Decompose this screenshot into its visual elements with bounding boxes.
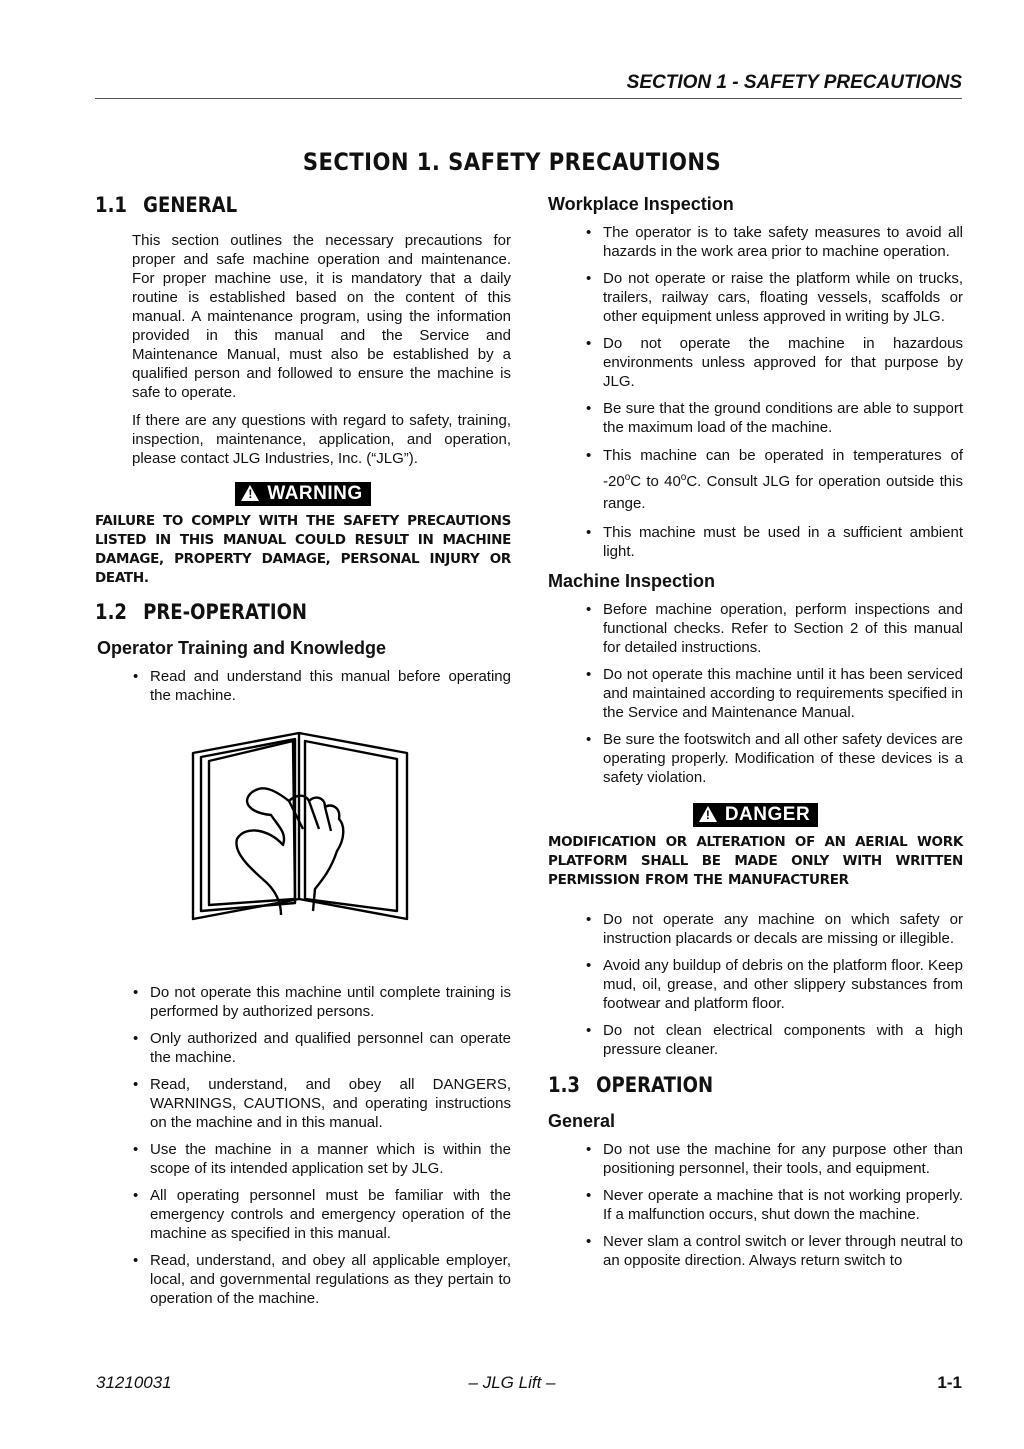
warning-triangle-icon: ! (241, 485, 259, 501)
degree-sup: o (624, 472, 631, 483)
danger-text: MODIFICATION OR ALTERATION OF AN AERIAL WORK PLATFORM SHALL BE MADE ONLY WITH WRITTEN PERMISSION FROM THE MANUFACTURER (548, 834, 963, 888)
list-item: • Use the machine in a manner which is within the scope of its intended application set by JLG. (150, 1140, 511, 1178)
list-item: • All operating personnel must be familiar with the emergency controls and emergency operation of the machine as specified in this manual. (150, 1186, 511, 1243)
section-heading-pre-operation (95, 600, 453, 624)
section-title: GENERAL (143, 193, 238, 217)
page-title: SECTION 1. SAFETY PRECAUTIONS (302, 148, 722, 176)
section-heading-general (95, 193, 453, 217)
danger-badge-wrap (548, 803, 963, 827)
workplace-heading: Workplace Inspection (548, 194, 734, 214)
section-heading-operation (548, 1073, 905, 1097)
list-item: • This machine must be used in a sufficient ambient light. (603, 523, 963, 561)
header-rule (95, 98, 962, 99)
workplace-list (548, 223, 963, 561)
list-item: • Do not operate the machine in hazardous environments unless approved for that purpose by JLG. (603, 334, 963, 391)
running-header: SECTION 1 - SAFETY PRECAUTIONS (626, 72, 962, 93)
general-paragraph-1: This section outlines the necessary precautions for proper and safe machine operation and maintenance. For proper machine use, it is mandatory that a daily routine is established based on the content of this manual. A maintenance program, using the information provided in this manual and the Service and Maintenance Manual, must also be established by a qualified person and followed to ensure the machine is safe to operate. (132, 232, 511, 401)
warning-badge (235, 482, 370, 506)
list-item: • Do not operate this machine until complete training is performed by authorized persons. (150, 983, 511, 1021)
temperature-text-post: C. Consult JLG for operation outside this range. (603, 473, 963, 512)
warning-triangle-icon: ! (699, 806, 717, 822)
degree-sup: o (680, 472, 687, 483)
list-item: • Do not use the machine for any purpose other than positioning personnel, their tools, and equipment. (603, 1140, 963, 1178)
machine-inspection-heading: Machine Inspection (548, 571, 716, 591)
general-paragraph-2: If there are any questions with regard to safety, training, inspection, maintenance, application, and operation, please contact JLG Industries, Inc. (“JLG”). (132, 412, 511, 467)
temperature-text-pre: This machine can be operated in temperatures of -20 (603, 447, 963, 490)
section-number: 1.2 (95, 600, 127, 624)
list-item: • The operator is to take safety measures to avoid all hazards in the work area prior to machine operation. (603, 223, 963, 261)
footer-doc-number: 31210031 (96, 1373, 172, 1392)
section-number: 1.3 (548, 1073, 580, 1097)
section-title: PRE-OPERATION (143, 600, 308, 624)
list-item: • Avoid any buildup of debris on the platform floor. Keep mud, oil, grease, and other slippery substances from footwear and platform floor. (603, 956, 963, 1013)
section-number: 1.1 (95, 193, 127, 217)
list-item: • Do not operate or raise the platform while on trucks, trailers, railway cars, floating vessels, scaffolds or other equipment unless approved in writing by JLG. (603, 269, 963, 326)
list-item: • Only authorized and qualified personnel can operate the machine. (150, 1029, 511, 1067)
hand-on-manual-icon (191, 729, 411, 949)
list-item: • Before machine operation, perform inspections and functional checks. Refer to Section 2 of this manual for detailed instructions. (603, 600, 963, 657)
right-column (548, 188, 963, 1278)
danger-label: DANGER (724, 804, 811, 825)
list-item: • Be sure the footswitch and all other safety devices are operating properly. Modification of these devices is a safety violation. (603, 730, 963, 787)
danger-badge (693, 803, 818, 827)
operation-list (548, 1140, 963, 1270)
footer-center: – JLG Lift – (468, 1373, 556, 1392)
training-list-a (95, 667, 511, 705)
temperature-text-mid: C to 40 (630, 473, 681, 490)
left-column (95, 188, 511, 1316)
machine-list-b (548, 910, 963, 1059)
list-item: • Never slam a control switch or lever through neutral to an opposite direction. Always return switch to (603, 1232, 963, 1270)
list-item: • Read, understand, and obey all applicable employer, local, and governmental regulations as they pertain to operation of the machine. (150, 1251, 511, 1308)
list-item: • Be sure that the ground conditions are able to support the maximum load of the machine. (603, 399, 963, 437)
section-title: OPERATION (596, 1073, 714, 1097)
list-item: • Read and understand this manual before operating the machine. (150, 667, 511, 705)
list-item: • Do not clean electrical components with a high pressure cleaner. (603, 1021, 963, 1059)
footer-page-number: 1-1 (937, 1373, 962, 1392)
machine-list-a (548, 600, 963, 787)
warning-label: WARNING (267, 483, 363, 504)
temperature-item (603, 445, 963, 515)
list-item: • Never operate a machine that is not working properly. If a malfunction occurs, shut down the machine. (603, 1186, 963, 1224)
list-item: • Do not operate any machine on which safety or instruction placards or decals are missing or illegible. (603, 910, 963, 948)
list-item: • Do not operate this machine until it has been serviced and maintained according to requirements specified in the Service and Maintenance Manual. (603, 665, 963, 722)
warning-text: FAILURE TO COMPLY WITH THE SAFETY PRECAUTIONS LISTED IN THIS MANUAL COULD RESULT IN MACHINE DAMAGE, PROPERTY DAMAGE, PERSONAL INJURY OR DEATH. (95, 513, 511, 586)
list-item: • Read, understand, and obey all DANGERS, WARNINGS, CAUTIONS, and operating instructions on the machine and in this manual. (150, 1075, 511, 1132)
warning-badge-wrap (95, 482, 511, 506)
training-heading: Operator Training and Knowledge (97, 638, 387, 658)
general-heading: General (548, 1111, 616, 1131)
training-list-b (95, 983, 511, 1308)
